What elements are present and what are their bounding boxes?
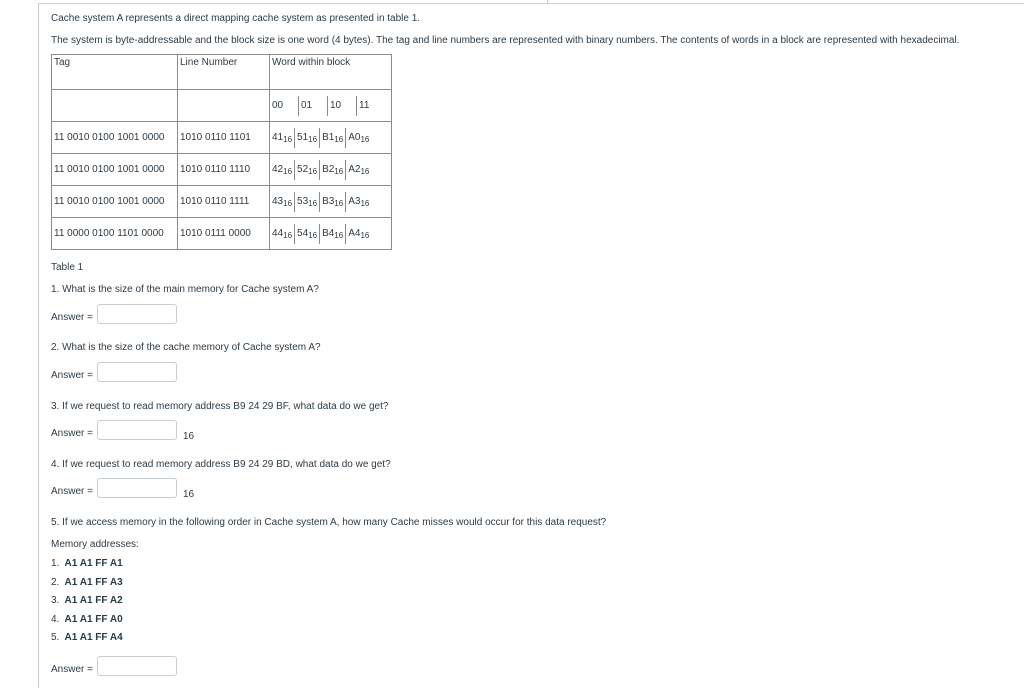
word-value: $B4_{16}$ (319, 224, 345, 244)
question-2: 2. What is the size of the cache memory of Cache system A? (51, 342, 321, 353)
words-cell (270, 154, 392, 186)
answer-label: Answer = (51, 664, 93, 675)
word-offset-cell (270, 90, 392, 122)
word-value: $51_{16}$ (294, 128, 319, 148)
cache-table (51, 54, 392, 250)
address-list (51, 558, 123, 651)
word-value: $43_{16}$ (272, 195, 293, 208)
word-value: $42_{16}$ (272, 163, 293, 176)
answer-3-input[interactable] (97, 420, 177, 440)
hex-suffix: 16 (183, 431, 195, 442)
header-word-within-block: Word within block (270, 55, 392, 90)
memory-addresses-label: Memory addresses: (51, 539, 139, 550)
answer-label: Answer = (51, 370, 93, 381)
line-cell: 1010 0111 0000 (178, 218, 270, 250)
word-value: $A2_{16}$ (345, 160, 371, 180)
table-offset-row (52, 90, 392, 122)
empty-cell (178, 90, 270, 122)
question-4: 4. If we request to read memory address B9 24 29 BD, what data do we get? (51, 459, 391, 470)
question-5: 5. If we access memory in the following order in Cache system A, how many Cache misses would occur for this data request? (51, 517, 607, 528)
word-value: $B1_{16}$ (319, 128, 345, 148)
words-cell (270, 186, 392, 218)
answer-label: Answer = (51, 312, 93, 323)
word-value: $A0_{16}$ (345, 128, 371, 148)
table-header-row (52, 55, 392, 90)
empty-cell (52, 90, 178, 122)
table-row (52, 218, 392, 250)
table-row (52, 186, 392, 218)
list-item: 4. A1 A1 FF A0 (51, 613, 123, 625)
word-offset: 01 (298, 96, 327, 116)
top-divider-tick (547, 0, 548, 4)
top-divider (38, 3, 1024, 4)
line-cell: 1010 0110 1101 (178, 122, 270, 154)
list-item: 2. A1 A1 FF A3 (51, 576, 123, 588)
answer-5-input[interactable] (97, 656, 177, 676)
word-value: $52_{16}$ (294, 160, 319, 180)
answer-2-input[interactable] (97, 362, 177, 382)
words-cell (270, 218, 392, 250)
answer-4-input[interactable] (97, 478, 177, 498)
word-value: $B2_{16}$ (319, 160, 345, 180)
list-item: 5. A1 A1 FF A4 (51, 632, 123, 643)
words-cell (270, 122, 392, 154)
word-offset: 00 (272, 99, 284, 111)
table-caption: Table 1 (51, 262, 84, 273)
question-1: 1. What is the size of the main memory for Cache system A? (51, 284, 319, 295)
question-3: 3. If we request to read memory address B9 24 29 BF, what data do we get? (51, 401, 389, 412)
word-value: $54_{16}$ (294, 224, 319, 244)
table-row (52, 154, 392, 186)
word-value: $A3_{16}$ (345, 192, 371, 212)
word-value: $53_{16}$ (294, 192, 319, 212)
line-cell: 1010 0110 1111 (178, 186, 270, 218)
header-line-number: Line Number (178, 55, 270, 90)
table-row (52, 122, 392, 154)
answer-1-input[interactable] (97, 304, 177, 324)
answer-label: Answer = (51, 486, 93, 497)
word-value: $44_{16}$ (272, 227, 293, 240)
tag-cell: 11 0010 0100 1001 0000 (52, 154, 178, 186)
line-cell: 1010 0110 1110 (178, 154, 270, 186)
intro-line-2: The system is byte-addressable and the block size is one word (4 bytes). The tag and line numbers are represented with binary numbers. The contents of words in a block are represented with hexadecimal. (51, 35, 960, 46)
tag-cell: 11 0000 0100 1101 0000 (52, 218, 178, 250)
left-divider (38, 3, 39, 688)
word-value: $B3_{16}$ (319, 192, 345, 212)
list-item: 1. A1 A1 FF A1 (51, 558, 123, 569)
word-offset: 10 (327, 96, 356, 116)
tag-cell: 11 0010 0100 1001 0000 (52, 122, 178, 154)
intro-line-1: Cache system A represents a direct mapping cache system as presented in table 1. (51, 13, 421, 24)
word-value: $A4_{16}$ (345, 224, 371, 244)
answer-label: Answer = (51, 428, 93, 439)
word-offset: 11 (356, 96, 385, 116)
list-item: 3. A1 A1 FF A2 (51, 595, 123, 606)
header-tag: Tag (52, 55, 178, 90)
tag-cell: 11 0010 0100 1001 0000 (52, 186, 178, 218)
word-value: $41_{16}$ (272, 131, 293, 144)
hex-suffix: 16 (183, 489, 195, 500)
